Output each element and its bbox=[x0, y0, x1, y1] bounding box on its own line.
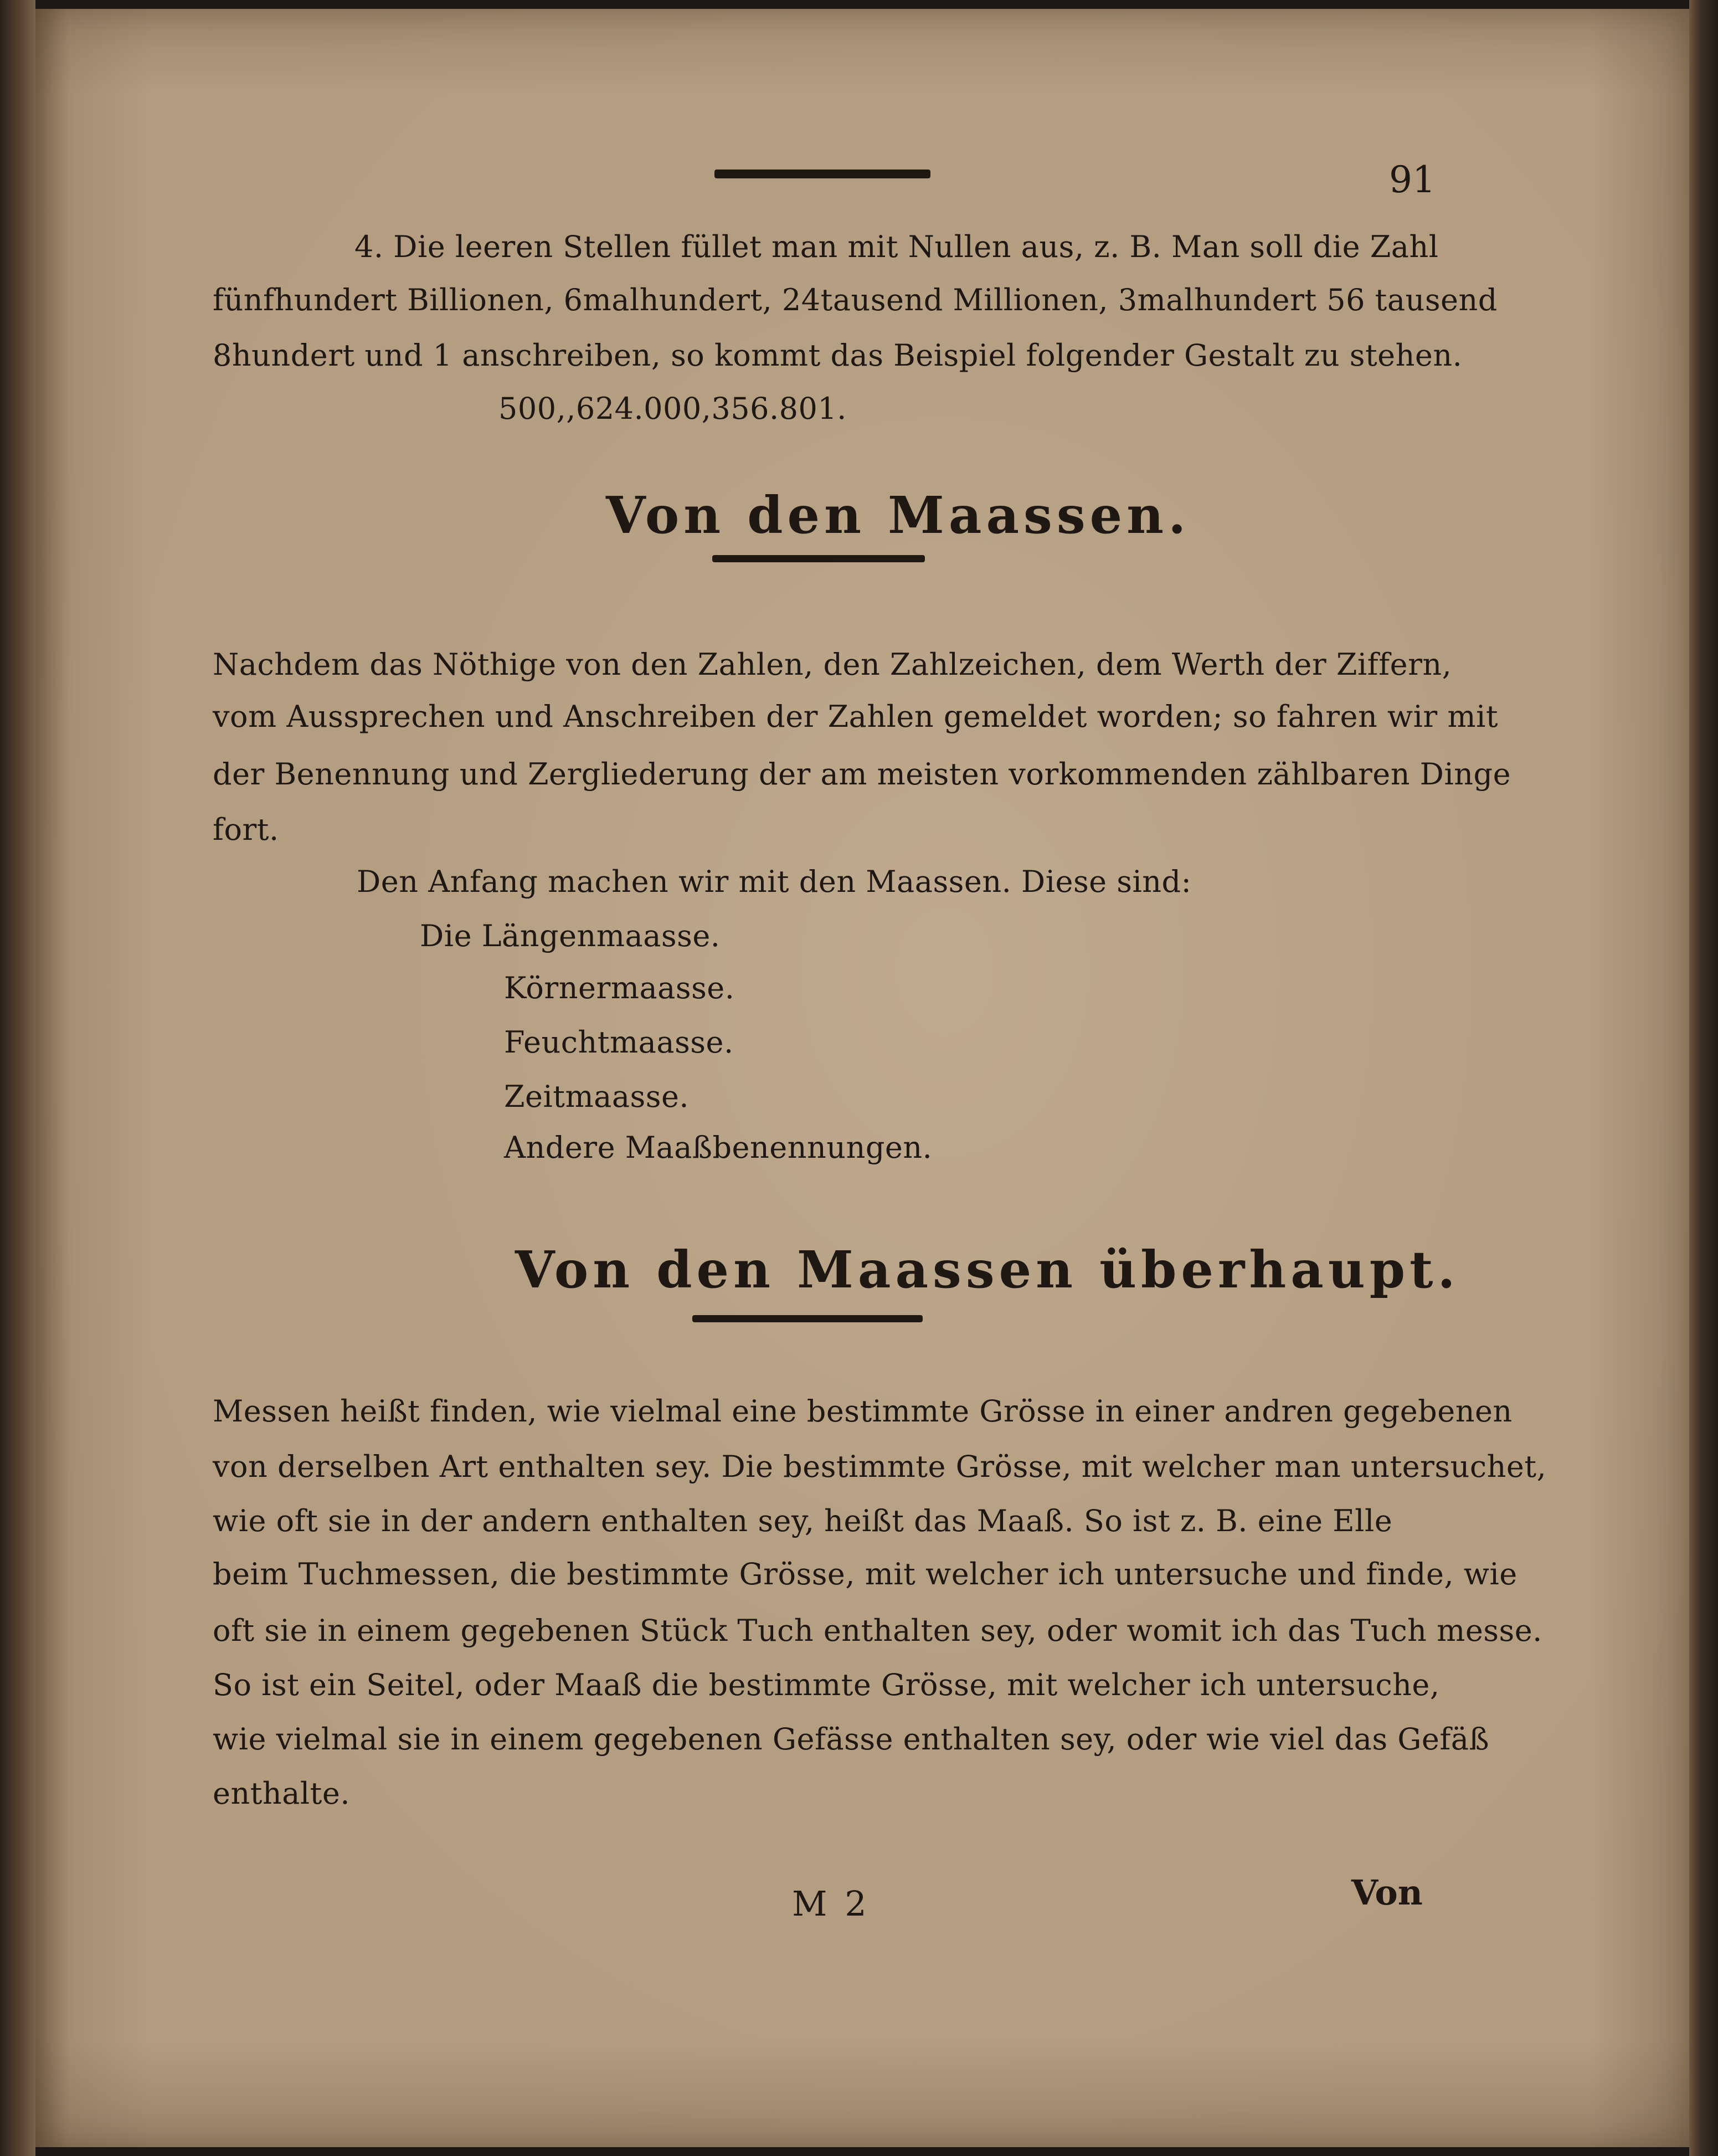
heading-underline bbox=[712, 555, 925, 562]
page-number: 91 bbox=[1389, 158, 1436, 201]
text-line: 4. Die leeren Stellen füllet man mit Nullen aus, z. B. Man soll die Zahl bbox=[354, 229, 1439, 264]
list-intro: Den Anfang machen wir mit den Maassen. Diese sind: bbox=[357, 864, 1192, 899]
text-line: fort. bbox=[213, 812, 279, 847]
example-number: 500,,624.000,356.801. bbox=[498, 391, 847, 426]
section-heading: Von den Maassen überhaupt. bbox=[515, 1240, 1460, 1300]
list-item: Körnermaasse. bbox=[504, 971, 735, 1005]
text-line: wie oft sie in der andern enthalten sey, heißt das Maaß. So ist z. B. eine Elle bbox=[213, 1503, 1393, 1538]
binding-gutter bbox=[0, 0, 35, 2156]
text-line: oft sie in einem gegebenen Stück Tuch enthalten sey, oder womit ich das Tuch messe. bbox=[213, 1613, 1542, 1648]
text-line: vom Aussprechen und Anschreiben der Zahlen gemeldet worden; so fahren wir mit bbox=[213, 699, 1499, 734]
text-line: Messen heißt finden, wie vielmal eine bestimmte Grösse in einer andren gegebenen bbox=[213, 1394, 1513, 1429]
catchword: Von bbox=[1351, 1872, 1423, 1913]
text-line: von derselben Art enthalten sey. Die bestimmte Grösse, mit welcher man untersuchet, bbox=[213, 1449, 1547, 1484]
text-line: fünfhundert Billionen, 6malhundert, 24tausend Millionen, 3malhundert 56 tausend bbox=[213, 283, 1498, 317]
list-item: Die Längenmaasse. bbox=[420, 918, 721, 953]
paper-leaf bbox=[35, 9, 1689, 2147]
list-item: Andere Maaßbenennungen. bbox=[504, 1130, 933, 1165]
text-line: der Benennung und Zergliederung der am meisten vorkommenden zählbaren Dinge bbox=[213, 757, 1511, 792]
text-line: Nachdem das Nöthige von den Zahlen, den Zahlzeichen, dem Werth der Ziffern, bbox=[213, 647, 1452, 682]
text-line: beim Tuchmessen, die bestimmte Grösse, mit welcher ich untersuche und finde, wie bbox=[213, 1557, 1518, 1592]
section-heading: Von den Maassen. bbox=[606, 485, 1191, 545]
list-item: Feuchtmaasse. bbox=[504, 1025, 734, 1060]
header-rule bbox=[714, 170, 930, 178]
text-line: enthalte. bbox=[213, 1776, 351, 1811]
text-line: wie vielmal sie in einem gegebenen Gefässe enthalten sey, oder wie viel das Gefäß bbox=[213, 1722, 1490, 1757]
list-item: Zeitmaasse. bbox=[504, 1079, 690, 1114]
signature-mark: M 2 bbox=[792, 1883, 870, 1924]
right-page-edge bbox=[1689, 0, 1718, 2156]
text-line: So ist ein Seitel, oder Maaß die bestimmte Grösse, mit welcher ich untersuche, bbox=[213, 1667, 1440, 1702]
text-line: 8hundert und 1 anschreiben, so kommt das Beispiel folgender Gestalt zu stehen. bbox=[213, 338, 1463, 373]
heading-underline bbox=[692, 1315, 923, 1322]
